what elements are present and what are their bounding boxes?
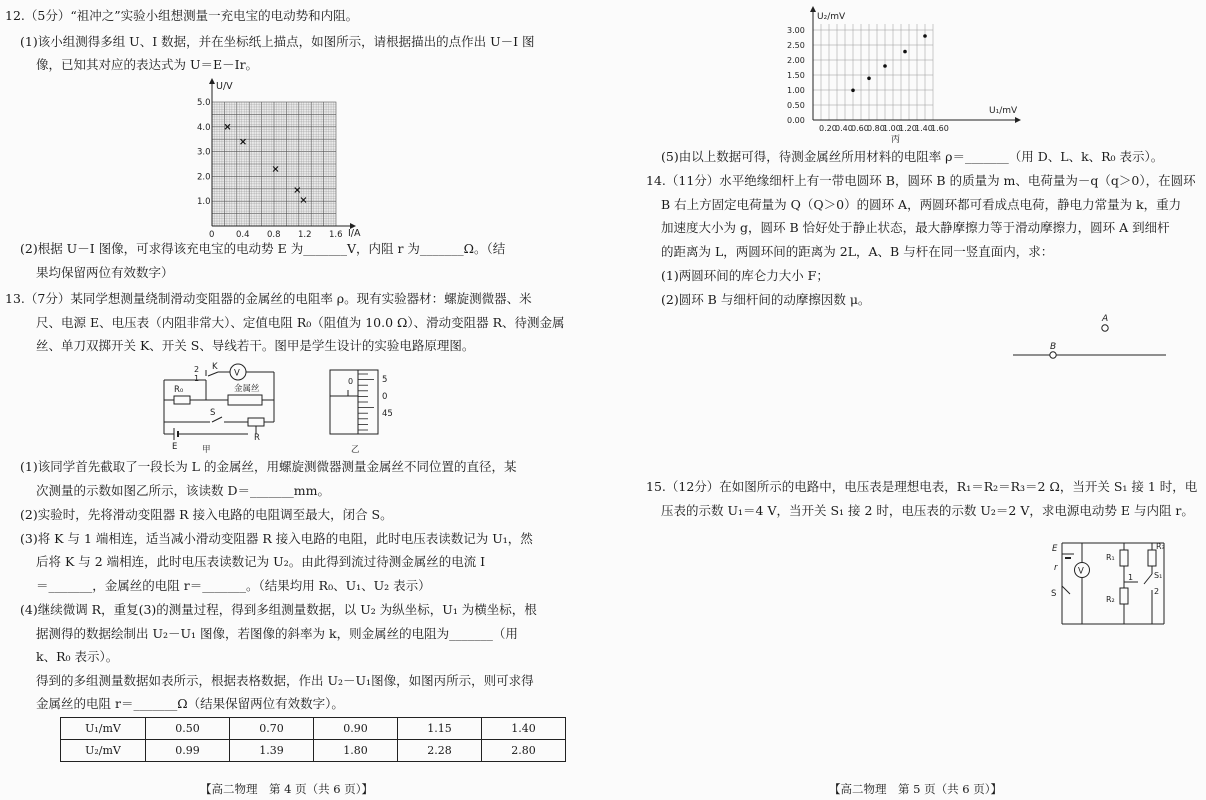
jia-label-e: E xyxy=(172,442,178,452)
q13-line2: 尺、电源 E、电压表（内阻非常大）、定值电阻 R₀（阻值为 10.0 Ω）、滑动变阻器 R、待测金属 xyxy=(36,315,565,330)
c15-switch-s1 xyxy=(1144,574,1152,584)
c15-label-r1: R₁ xyxy=(1106,553,1115,562)
table-cell: 1.39 xyxy=(230,740,314,762)
micrometer-caption: 乙 xyxy=(351,445,360,455)
u2-u1-y-tick-label: 2.00 xyxy=(787,56,805,65)
q12-part2-line2: 果均保留两位有效数字） xyxy=(36,265,174,280)
q14-line2: B 右上方固定电荷量为 Q（Q＞0）的圆环 A，两圆环都可看成点电荷，静电力常量为 k，重力 xyxy=(661,197,1182,212)
table-cell: 1.15 xyxy=(398,718,482,740)
q12-part1-line1: (1)该小组测得多组 U、I 数据，并在坐标纸上描点，如图所示，请根据描出的点作出 U－I 图 xyxy=(20,34,535,49)
q13-part4-line5: 金属丝的电阻 r＝_______Ω（结果保留两位有效数字）。 xyxy=(36,696,344,711)
u2-u1-x-tick-label: 1.40 xyxy=(915,124,933,133)
u2-u1-data-point xyxy=(923,34,927,38)
jia-wire-sample xyxy=(228,395,262,405)
table-cell: 0.90 xyxy=(314,718,398,740)
u2-u1-x-tick-label: 1.20 xyxy=(899,124,917,133)
c15-r2 xyxy=(1120,588,1128,604)
circuit-diagram-q15 xyxy=(1048,538,1173,630)
table-cell: 0.50 xyxy=(146,718,230,740)
jia-switch-k xyxy=(208,372,218,376)
q14-part2: (2)圆环 B 与细杆间的动摩擦因数 μ。 xyxy=(661,292,871,307)
jia-label-r0: R₀ xyxy=(174,385,184,395)
c15-label-v: V xyxy=(1078,566,1084,577)
u2-u1-data-point xyxy=(867,77,871,81)
q13-part4-line4: 得到的多组测量数据如表所示，根据表格数据，作出 U₂－U₁图像，如图丙所示，则可求得 xyxy=(36,673,534,688)
u2-u1-y-label: U₂/mV xyxy=(817,12,846,22)
table-header-u2: U₂/mV xyxy=(61,740,146,762)
q13-part3-line1: (3)将 K 与 1 端相连，适当减小滑动变阻器 R 接入电路的电阻，此时电压表读数记为 U₁，然 xyxy=(20,531,533,546)
q15-line2: 压表的示数 U₁＝4 V，当开关 S₁ 接 2 时，电压表的示数 U₂＝2 V，求电源电动势 E 与内阻 r。 xyxy=(661,503,1194,518)
u2-u1-y-tick-label: 2.50 xyxy=(787,41,805,50)
u2-u1-caption: 丙 xyxy=(891,135,901,145)
u2-u1-y-tick-label: 1.00 xyxy=(787,86,805,95)
ring-b xyxy=(1050,352,1056,358)
u2-u1-points xyxy=(851,34,927,92)
jia-label-k: K xyxy=(212,362,218,372)
micrometer-thimble-ticks xyxy=(358,374,374,430)
u-i-y-label: U/V xyxy=(216,81,233,92)
q12-title: 12.（5分）“祖冲之”实验小组想测量一充电宝的电动势和内阻。 xyxy=(5,8,359,23)
c15-label-s1: S₁ xyxy=(1154,571,1163,580)
u-i-x-tick-label: 1.2 xyxy=(298,230,312,238)
jia-label-v: V xyxy=(234,368,240,379)
u2-u1-x-arrow xyxy=(1015,117,1021,123)
q15-line1: 15.（12分）在如图所示的电路中，电压表是理想电表，R₁＝R₂＝R₃＝2 Ω，当开关 S₁ 接 1 时，电 xyxy=(646,479,1198,494)
q13-line1: 13.（7分）某同学想测量绕制滑动变阻器的金属丝的电阻率 ρ。现有实验器材：螺旋测微器、米 xyxy=(5,291,532,306)
u2-u1-x-tick-label: 0.80 xyxy=(867,124,885,133)
rings-figure xyxy=(1008,310,1178,368)
u-i-x-tick-label: 1.6 xyxy=(329,230,343,238)
c15-label-1: 1 xyxy=(1128,573,1134,582)
q13-part2: (2)实验时，先将滑动变阻器 R 接入电路的电阻调至最大，闭合 S。 xyxy=(20,507,393,522)
u2-u1-y-tick-label: 1.50 xyxy=(787,71,805,80)
q12-part1-line2: 像，已知其对应的表达式为 U＝E－Ir。 xyxy=(36,57,259,72)
jia-label-wire: 金属丝 xyxy=(234,384,260,394)
u2-u1-y-tick-label: 0.00 xyxy=(787,116,805,125)
table-cell: 2.28 xyxy=(398,740,482,762)
u2-u1-graph xyxy=(775,4,1035,146)
jia-label-r: R xyxy=(254,433,260,443)
q13-part3-line2: 后将 K 与 2 端相连，此时电压表读数记为 U₂。由此得到流过待测金属丝的电流 I xyxy=(36,554,486,569)
c15-label-r3: R₃ xyxy=(1156,542,1165,551)
c15-label-s: S xyxy=(1051,589,1057,599)
u2-u1-x-tick-label: 1.00 xyxy=(883,124,901,133)
u-i-x-tick-label: 0 xyxy=(209,230,215,238)
table-header-u1: U₁/mV xyxy=(61,718,146,740)
q13-part4-line3: k、R₀ 表示）。 xyxy=(36,649,119,664)
c15-label-e: E xyxy=(1052,544,1058,554)
micrometer-figure-yi xyxy=(328,368,408,458)
u-i-y-tick-label: 5.0 xyxy=(197,98,211,108)
q14-line3: 加速度大小为 g，圆环 B 恰好处于静止状态，最大静摩擦力等于滑动摩擦力，圆环 A 到细杆 xyxy=(661,220,1170,235)
u2-u1-x-tick-label: 0.40 xyxy=(835,124,853,133)
u2-u1-x-tick-label: 0.60 xyxy=(851,124,869,133)
u2-u1-y-tick-label: 3.00 xyxy=(787,26,805,35)
c15-r3 xyxy=(1148,550,1156,566)
ring-a xyxy=(1102,325,1108,331)
jia-label-s: S xyxy=(210,408,216,418)
micrometer-label-0main: 0 xyxy=(348,377,354,386)
u2-u1-x-tick-label: 1.60 xyxy=(931,124,949,133)
u2-u1-x-tick-label: 0.20 xyxy=(819,124,837,133)
u2-u1-data-point xyxy=(903,50,907,54)
micrometer-label-5: 5 xyxy=(382,375,388,385)
u2-u1-graph-grid xyxy=(813,24,933,120)
ring-a-label: A xyxy=(1102,314,1109,324)
q13-part4-line1: (4)继续微调 R，重复(3)的测量过程，得到多组测量数据，以 U₂ 为纵坐标，U₁ 为横坐标，根 xyxy=(20,602,537,617)
u-i-y-arrow xyxy=(209,78,215,84)
q13-part5: (5)由以上数据可得，待测金属丝所用材料的电阻率 ρ＝_______（用 D、L、k、R₀ 表示）。 xyxy=(661,149,1164,164)
jia-rheostat xyxy=(248,418,264,426)
data-table xyxy=(60,717,566,762)
u2-u1-x-label: U₁/mV xyxy=(989,106,1018,116)
page-5-footer: 【高二物理 第 5 页（共 6 页）】 xyxy=(829,782,1003,796)
u-i-x-tick-label: 0.8 xyxy=(267,230,281,238)
table-row xyxy=(61,740,566,762)
table-cell: 1.40 xyxy=(482,718,566,740)
table-row xyxy=(61,718,566,740)
u2-u1-y-tick-label: 0.50 xyxy=(787,101,805,110)
q13-part1-line2: 次测量的示数如图乙所示，该读数 D＝_______mm。 xyxy=(36,483,330,498)
q13-line3: 丝、单刀双掷开关 K、开关 S、导线若干。图甲是学生设计的实验电路原理图。 xyxy=(36,338,475,353)
u-i-graph xyxy=(180,78,370,238)
c15-r1 xyxy=(1120,550,1128,566)
table-cell: 1.80 xyxy=(314,740,398,762)
q13-part1-line1: (1)该同学首先截取了一段长为 L 的金属丝，用螺旋测微器测量金属丝不同位置的直径，某 xyxy=(20,459,517,474)
q14-part1: (1)两圆环间的库仑力大小 F； xyxy=(661,268,829,283)
c15-switch-s xyxy=(1062,586,1070,594)
c15-label-r: r xyxy=(1054,563,1058,573)
u-i-graph-grid xyxy=(212,102,336,226)
u-i-y-tick-label: 3.0 xyxy=(197,147,211,158)
table-cell: 2.80 xyxy=(482,740,566,762)
table-cell: 0.70 xyxy=(230,718,314,740)
u2-u1-y-arrow xyxy=(810,6,816,12)
q13-part3-line3: ＝_______，金属丝的电阻 r＝_______。（结果均用 R₀、U₁、U₂ 表示） xyxy=(36,578,431,593)
page-5 xyxy=(603,0,1206,800)
ring-b-label: B xyxy=(1050,342,1057,352)
u-i-y-tick-label: 2.0 xyxy=(197,172,211,183)
micrometer-label-45: 45 xyxy=(382,409,393,419)
c15-label-2: 2 xyxy=(1154,587,1160,596)
micrometer-label-0: 0 xyxy=(382,392,388,402)
circuit-diagram-jia xyxy=(150,362,290,456)
u2-u1-data-point xyxy=(851,89,855,93)
jia-resistor-r0 xyxy=(174,396,190,404)
jia-label-1: 1 xyxy=(194,374,200,383)
page-4-footer: 【高二物理 第 4 页（共 6 页）】 xyxy=(200,782,374,796)
u-i-x-tick-label: 0.4 xyxy=(236,230,250,238)
q14-line4: 的距离为 L，两圆环间的距离为 2L，A、B 与杆在同一竖直面内，求： xyxy=(661,244,1054,259)
u-i-x-label: I/A xyxy=(348,228,361,238)
u2-u1-data-point xyxy=(883,64,887,68)
jia-label-2: 2 xyxy=(194,365,200,374)
c15-label-r2: R₂ xyxy=(1106,595,1115,604)
table-cell: 0.99 xyxy=(146,740,230,762)
u-i-y-tick-label: 1.0 xyxy=(197,197,211,208)
jia-caption: 甲 xyxy=(202,445,211,455)
q12-part2-line1: (2)根据 U－I 图像，可求得该充电宝的电动势 E 为_______V，内阻 r 为_______Ω。（结 xyxy=(20,241,506,256)
u-i-y-tick-label: 4.0 xyxy=(197,122,211,133)
q13-part4-line2: 据测得的数据绘制出 U₂－U₁ 图像，若图像的斜率为 k，则金属丝的电阻为_______（用 xyxy=(36,626,518,641)
q14-line1: 14.（11分）水平绝缘细杆上有一带电圆环 B，圆环 B 的质量为 m、电荷量为－q（q＞0），在圆环 xyxy=(646,173,1196,188)
